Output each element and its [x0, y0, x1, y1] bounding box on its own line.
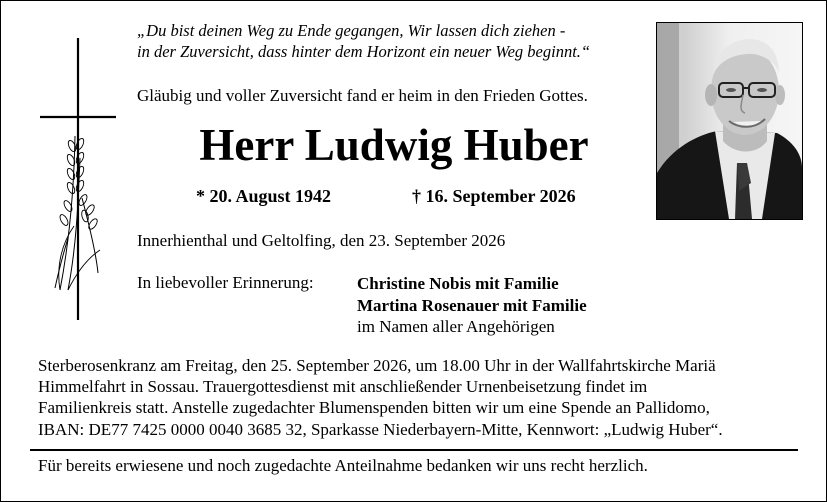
place-and-date: Innerhienthal und Geltolfing, den 23. September 2026 — [137, 231, 506, 250]
quote — [137, 20, 637, 62]
mourner: Christine Nobis mit Familie — [357, 274, 559, 293]
faith-line: Gläubig und voller Zuversicht fand er heim in den Frieden Gottes. — [137, 86, 588, 105]
notice-line: Himmelfahrt in Sossau. Trauergottesdienst mit anschließender Urnenbeisetzung findet im — [38, 377, 648, 397]
divider — [30, 449, 798, 451]
mourner-note: im Namen aller Angehörigen — [357, 317, 555, 336]
death-date: † 16. September 2026 — [412, 186, 576, 206]
notice-line: Familienkreis statt. Anstelle zugedachter Blumenspenden bitten wir um eine Spende an Pallidomo, — [38, 398, 710, 418]
memory-label: In liebevoller Erinnerung: — [137, 273, 314, 292]
cross-with-wheat-icon — [38, 38, 120, 322]
mourner: Martina Rosenauer mit Familie — [357, 295, 587, 315]
birth-date: * 20. August 1942 — [196, 186, 332, 206]
funeral-notice — [38, 355, 808, 440]
notice-line: IBAN: DE77 7425 0000 0040 3685 32, Sparkasse Niederbayern-Mitte, Kennwort: „Ludwig Huber“. — [38, 419, 723, 439]
portrait-photo — [656, 22, 803, 220]
quote-line: in der Zuversicht, dass hinter dem Horizont ein neuer Weg beginnt.“ — [137, 42, 591, 61]
quote-line: „Du bist deinen Weg zu Ende gegangen, Wir lassen dich ziehen - — [137, 21, 566, 40]
notice-line: Sterberosenkranz am Freitag, den 25. September 2026, um 18.00 Uhr in der Wallfahrtskirche Mariä — [38, 356, 716, 375]
mourners-list — [357, 273, 587, 338]
deceased-name: Herr Ludwig Huber — [199, 120, 589, 170]
thanks-line: Für bereits erwiesene und noch zugedachte Anteilnahme bedanken wir uns recht herzlich. — [38, 456, 648, 475]
